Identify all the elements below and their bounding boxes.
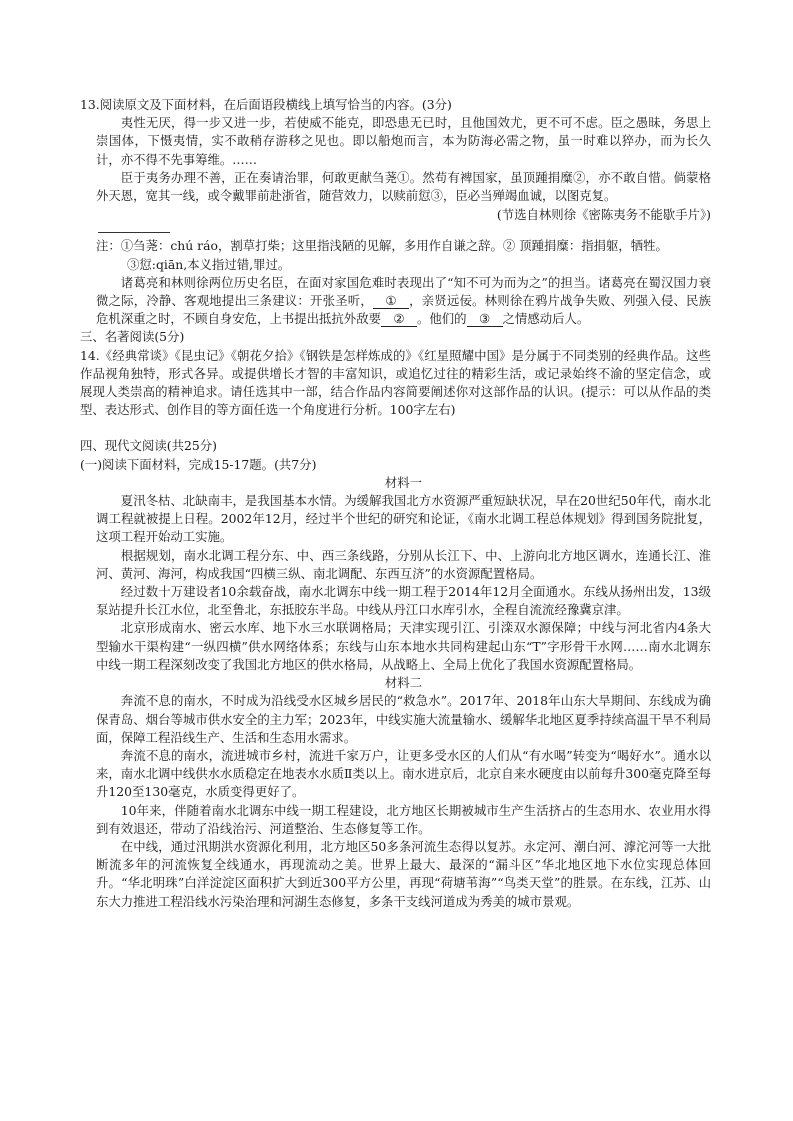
q13-passage-2: 臣于夷务办理不善，正在奏请治罪，何敢更献刍荛①。然苟有裨国家，虽顶踵捐糜②，亦不敢自惜。倘蒙格外天恩，宽其一线，或令戴罪前赴浙省，随营效力，以赎前愆③，臣必当殚竭血诚，以图克复。 bbox=[96, 169, 711, 204]
material-1-para-4: 北京形成南水、密云水库、地下水三水联调格局；天津实现引江、引滦双水源保障；中线与河北省内4条大型输水干渠构建“一纵四横”供水网络体系；东线与山东本地水共同构建起山东“T”字形骨干水网……南水北调东中线一期工程深刻改变了我国北方地区的供水格局，从战略上、全局上优化了我国水资源配置格局。 bbox=[96, 620, 711, 672]
section-3-title: 三、名著阅读(5分) bbox=[80, 329, 185, 345]
material-2-para-1: 奔流不息的南水，不时成为沿线受水区城乡居民的“救急水”。2017年、2018年山东大旱期间、东线成为确保青岛、烟台等城市供水安全的主力军；2023年，中线实施大流量输水、缓解华北地区夏季持续高温干旱不利局面，保障工程沿线生产、生活和生态用水需求。 bbox=[96, 693, 711, 745]
q13-passage-1: 夷性无厌，得一步又进一步，若使威不能克，即恐患无已时，且他国效尤，更不可不虑。臣之愚昧，务思上崇国体，下慑夷情，实不敢稍存游移之见也。即以船炮而言，本为防海必需之物，虽一时难以猝办，而为长久计，亦不得不先事筹维。…… bbox=[96, 115, 711, 167]
q13-fill-passage bbox=[96, 274, 711, 329]
section-4-sub: (一)阅读下面材料，完成15-17题。(共7分) bbox=[80, 456, 317, 472]
fill-text-a: 诸葛亮和林则徐两位历史名臣，在面对家国危难时表现出了“知不可为而为之”的担当。诸葛亮在蜀汉国力衰微之际，冷静、客观地提出三条建议：开张圣听， bbox=[96, 274, 711, 309]
fill-text-b: ，亲贤远佞。林则徐在鸦片战争失败、列强入侵、民族危机深重之时，不顾自身安危，上书提出抵抗外敌要 bbox=[96, 293, 712, 327]
blank-3[interactable]: ③ bbox=[467, 312, 503, 327]
fill-text-c: 。他们的 bbox=[416, 311, 467, 327]
material-1-para-3: 经过数十万建设者10余载奋战，南水北调东中线一期工程于2014年12月全面通水。东线从扬州出发，13级泵站提升长江水位，北至鲁北，东抵胶东半岛。中线从丹江口水库引水，全程自流流经豫冀京津。 bbox=[96, 584, 711, 618]
material-2-title: 材料二 bbox=[384, 675, 423, 691]
spacer bbox=[96, 419, 711, 437]
q14-stem: 14.《经典常谈》《昆虫记》《朝花夕拾》《钢铁是怎样炼成的》《红星照耀中国》是分属于不同类别的经典作品。这些作品视角独特，形式各异。或提供增长才智的丰富知识，或追忆过往的精彩生活，或记录始终不渝的坚定信念，或展现人类崇高的精神追求。请任选其中一部，结合作品内容简要阐述你对这部作品的认识。(提示：可以从作品的类型、表达形式、创作目的等方面任选一个角度进行分析。100字左右) bbox=[80, 347, 711, 418]
material-1-para-2: 根据规划，南水北调工程分东、中、西三条线路，分别从长江下、中、上游向北方地区调水，连通长江、淮河、黄河、海河，构成我国“四横三纵、南北调配、东西互济”的水资源配置格局。 bbox=[96, 547, 711, 581]
material-2-para-4: 在中线，通过汛期洪水资源化利用，北方地区50多条河流生态得以复苏。永定河、潮白河、滹沱河等一大批断流多年的河流恢复全线通水，再现流动之美。世界上最大、最深的“漏斗区”华北地区地下水位实现总体回升。“华北明珠”白洋淀淀区面积扩大到近300平方公里，再现“荷塘苇海”“鸟类天堂”的胜景。在东线，江苏、山东大力推进工程沿线水污染治理和河湖生态修复，多条干支线河道成为秀美的城市景观。 bbox=[96, 838, 711, 909]
fill-text-d: 之情感动后人。 bbox=[502, 311, 590, 327]
q13-stem: 13.阅读原文及下面材料，在后面语段横线上填写恰当的内容。(3分) bbox=[80, 97, 452, 112]
blank-1[interactable]: ① bbox=[373, 294, 409, 309]
material-1-title: 材料一 bbox=[384, 474, 423, 490]
q13-source: (节选自林则徐《密陈夷务不能歇手片》) bbox=[496, 207, 711, 223]
section-4-title: 四、现代文阅读(共25分) bbox=[80, 438, 217, 454]
footnote-rule bbox=[98, 232, 170, 233]
blank-2[interactable]: ② bbox=[381, 312, 417, 327]
material-2-para-2: 奔流不息的南水，流进城市乡村，流进千家万户，让更多受水区的人们从“有水喝”转变为“喝好水”。通水以来，南水北调中线供水水质稳定在地表水水质Ⅱ类以上。南水进京后，北京自来水硬度由以前每升300毫克降至每升120至130毫克，水质变得更好了。 bbox=[96, 747, 711, 800]
material-1-para-1: 夏汛冬枯、北缺南丰，是我国基本水情。为缓解我国北方水资源严重短缺状况，早在20世纪50年代，南水北调工程就被提上日程。2002年12月，经过半个世纪的研究和论证，《南水北调工程总体规划》得到国务院批复，这项工程开始动工实施。 bbox=[96, 493, 711, 545]
material-2-para-3: 10年来，伴随着南水北调东中线一期工程建设，北方地区长期被城市生产生活挤占的生态用水、农业用水得到有效退还，带动了沿线治污、河道整治、生态修复等工作。 bbox=[96, 802, 711, 836]
q13-note-1: 注：①刍荛：chú ráo，割草打柴；这里指浅陋的见解，多用作自谦之辞。② 顶踵捐糜：指捐躯，牺牲。 bbox=[96, 238, 668, 254]
q13-note-2: ③愆:qiān,本义指过错,罪过。 bbox=[127, 256, 291, 272]
